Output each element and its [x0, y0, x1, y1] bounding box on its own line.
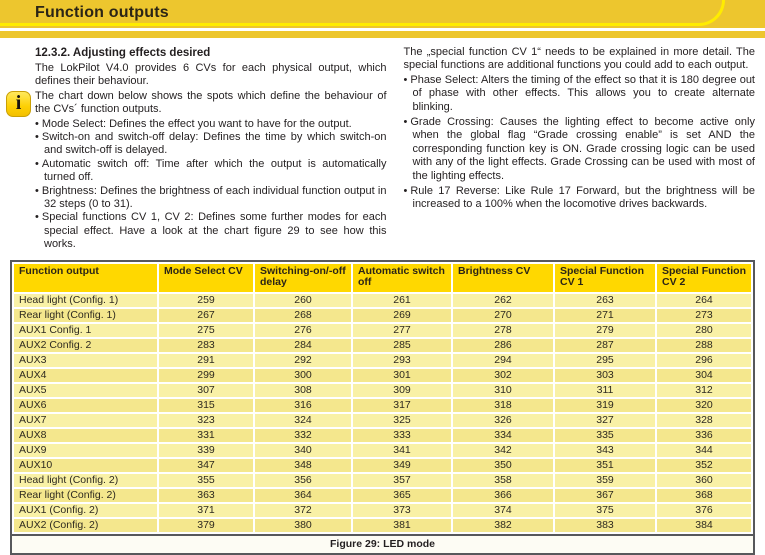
table-cell-cv-value: 350	[453, 459, 553, 472]
table-cell-cv-value: 291	[159, 354, 253, 367]
table-cell-cv-value: 384	[657, 519, 751, 532]
table-cell-cv-value: 382	[453, 519, 553, 532]
left-column	[15, 46, 387, 252]
table-cell-cv-value: 263	[555, 294, 655, 307]
table-cell-cv-value: 325	[353, 414, 451, 427]
table-cell-cv-value: 316	[255, 399, 351, 412]
table-cell-cv-value: 364	[255, 489, 351, 502]
table-cell-cv-value: 268	[255, 309, 351, 322]
table-cell-output-label: AUX7	[14, 414, 157, 427]
table-cell-cv-value: 273	[657, 309, 751, 322]
table-cell-cv-value: 348	[255, 459, 351, 472]
table-cell-cv-value: 284	[255, 339, 351, 352]
table-cell-cv-value: 269	[353, 309, 451, 322]
table-row	[14, 519, 751, 532]
table-cell-cv-value: 358	[453, 474, 553, 487]
table-cell-output-label: AUX6	[14, 399, 157, 412]
table-cell-cv-value: 288	[657, 339, 751, 352]
table-cell-cv-value: 310	[453, 384, 553, 397]
table-cell-cv-value: 331	[159, 429, 253, 442]
table-header-cell: Special Function CV 1	[555, 264, 655, 292]
table-cell-cv-value: 292	[255, 354, 351, 367]
table-cell-cv-value: 323	[159, 414, 253, 427]
table-cell-cv-value: 334	[453, 429, 553, 442]
bullet-item: • Rule 17 Reverse: Like Rule 17 Forward, but the brightness will be increased to a 100% when the locomotive drives backwards.	[404, 185, 756, 212]
cv-table-body	[14, 294, 751, 532]
table-cell-cv-value: 374	[453, 504, 553, 517]
table-cell-cv-value: 335	[555, 429, 655, 442]
table-cell-cv-value: 371	[159, 504, 253, 517]
table-row	[14, 384, 751, 397]
table-cell-cv-value: 293	[353, 354, 451, 367]
table-cell-cv-value: 278	[453, 324, 553, 337]
table-cell-output-label: AUX2 Config. 2	[14, 339, 157, 352]
table-row	[14, 414, 751, 427]
table-cell-cv-value: 287	[555, 339, 655, 352]
table-row	[14, 459, 751, 472]
bullet-item: • Switch-on and switch-off delay: Defines the time by which switch-on and switch-off is delayed.	[35, 131, 387, 158]
table-row	[14, 309, 751, 322]
table-cell-output-label: AUX5	[14, 384, 157, 397]
table-cell-cv-value: 339	[159, 444, 253, 457]
table-cell-cv-value: 343	[555, 444, 655, 457]
table-cell-cv-value: 341	[353, 444, 451, 457]
table-cell-cv-value: 318	[453, 399, 553, 412]
table-cell-cv-value: 333	[353, 429, 451, 442]
table-cell-output-label: Rear light (Config. 2)	[14, 489, 157, 502]
table-cell-cv-value: 352	[657, 459, 751, 472]
table-cell-output-label: AUX1 (Config. 2)	[14, 504, 157, 517]
table-header-cell: Automatic switch off	[353, 264, 451, 292]
table-cell-cv-value: 262	[453, 294, 553, 307]
table-cell-cv-value: 308	[255, 384, 351, 397]
table-cell-output-label: AUX9	[14, 444, 157, 457]
table-row	[14, 489, 751, 502]
table-cell-cv-value: 294	[453, 354, 553, 367]
bullet-item: • Special functions CV 1, CV 2: Defines some further modes for each special effect. Have a look at the chart figure 29 to see how this works.	[35, 211, 387, 251]
table-cell-cv-value: 365	[353, 489, 451, 502]
table-cell-cv-value: 351	[555, 459, 655, 472]
table-cell-cv-value: 356	[255, 474, 351, 487]
table-cell-cv-value: 299	[159, 369, 253, 382]
table-header-cell: Function output	[14, 264, 157, 292]
table-cell-output-label: AUX2 (Config. 2)	[14, 519, 157, 532]
table-cell-cv-value: 276	[255, 324, 351, 337]
table-cell-cv-value: 372	[255, 504, 351, 517]
table-cell-cv-value: 295	[555, 354, 655, 367]
table-cell-cv-value: 285	[353, 339, 451, 352]
table-cell-output-label: AUX8	[14, 429, 157, 442]
table-cell-cv-value: 307	[159, 384, 253, 397]
table-header-cell: Special Function CV 2	[657, 264, 751, 292]
bullet-list-left	[35, 118, 387, 252]
table-cell-cv-value: 275	[159, 324, 253, 337]
table-cell-cv-value: 286	[453, 339, 553, 352]
table-cell-cv-value: 317	[353, 399, 451, 412]
table-cell-cv-value: 280	[657, 324, 751, 337]
paragraph-intro: The LokPilot V4.0 provides 6 CVs for each physical output, which defines their behaviour.	[35, 62, 387, 88]
table-row	[14, 444, 751, 457]
table-cell-output-label: AUX10	[14, 459, 157, 472]
table-cell-cv-value: 261	[353, 294, 451, 307]
table-cell-cv-value: 336	[657, 429, 751, 442]
table-cell-cv-value: 312	[657, 384, 751, 397]
table-cell-cv-value: 302	[453, 369, 553, 382]
table-cell-cv-value: 383	[555, 519, 655, 532]
table-cell-cv-value: 326	[453, 414, 553, 427]
paragraph-info: The chart down below shows the spots which define the behaviour of the CVs´ function outputs.	[35, 89, 387, 116]
table-cell-cv-value: 279	[555, 324, 655, 337]
table-cell-cv-value: 368	[657, 489, 751, 502]
table-cell-cv-value: 301	[353, 369, 451, 382]
table-cell-cv-value: 267	[159, 309, 253, 322]
bullet-item: • Automatic switch off: Time after which the output is automatically turned off.	[35, 158, 387, 185]
table-row	[14, 324, 751, 337]
page-header	[0, 0, 765, 40]
table-cell-cv-value: 340	[255, 444, 351, 457]
table-cell-cv-value: 309	[353, 384, 451, 397]
table-cell-cv-value: 311	[555, 384, 655, 397]
table-cell-cv-value: 324	[255, 414, 351, 427]
table-cell-cv-value: 260	[255, 294, 351, 307]
page-title: Function outputs	[35, 4, 169, 21]
table-cell-cv-value: 320	[657, 399, 751, 412]
table-header-cell: Mode Select CV	[159, 264, 253, 292]
table-cell-cv-value: 380	[255, 519, 351, 532]
table-row	[14, 474, 751, 487]
table-cell-cv-value: 355	[159, 474, 253, 487]
table-cell-cv-value: 328	[657, 414, 751, 427]
table-cell-cv-value: 303	[555, 369, 655, 382]
table-row	[14, 399, 751, 412]
table-cell-cv-value: 270	[453, 309, 553, 322]
table-cell-cv-value: 283	[159, 339, 253, 352]
info-icon	[6, 91, 31, 117]
table-cell-output-label: AUX1 Config. 1	[14, 324, 157, 337]
bullet-item: • Mode Select: Defines the effect you want to have for the output.	[35, 118, 387, 131]
table-header-cell: Switching-on/-off delay	[255, 264, 351, 292]
table-cell-cv-value: 357	[353, 474, 451, 487]
section-heading: 12.3.2. Adjusting effects desired	[35, 47, 211, 59]
table-cell-output-label: Rear light (Config. 1)	[14, 309, 157, 322]
table-cell-output-label: Head light (Config. 1)	[14, 294, 157, 307]
table-cell-cv-value: 327	[555, 414, 655, 427]
table-cell-cv-value: 363	[159, 489, 253, 502]
table-cell-cv-value: 319	[555, 399, 655, 412]
table-row	[14, 504, 751, 517]
table-cell-cv-value: 264	[657, 294, 751, 307]
table-row	[14, 294, 751, 307]
bullet-item: • Brightness: Defines the brightness of each individual function output in 32 steps (0 to 31).	[35, 185, 387, 212]
bullet-item: • Phase Select: Alters the timing of the effect so that it is 180 degree out of phase with other effects. This allows you to create alternate blinking.	[404, 74, 756, 114]
table-header-cell: Brightness CV	[453, 264, 553, 292]
table-cell-cv-value: 347	[159, 459, 253, 472]
table-cell-cv-value: 359	[555, 474, 655, 487]
cv-table-head	[14, 264, 751, 292]
table-cell-cv-value: 373	[353, 504, 451, 517]
info-note	[15, 89, 387, 117]
table-cell-cv-value: 277	[353, 324, 451, 337]
info-icon-glyph: i	[15, 91, 22, 114]
table-cell-cv-value: 379	[159, 519, 253, 532]
table-cell-cv-value: 304	[657, 369, 751, 382]
table-cell-cv-value: 360	[657, 474, 751, 487]
table-row	[14, 339, 751, 352]
table-row	[14, 354, 751, 367]
table-cell-cv-value: 332	[255, 429, 351, 442]
banner-white-divider	[0, 28, 765, 31]
table-cell-cv-value: 300	[255, 369, 351, 382]
body-columns	[0, 40, 765, 252]
table-cell-cv-value: 342	[453, 444, 553, 457]
table-cell-cv-value: 375	[555, 504, 655, 517]
table-cell-cv-value: 344	[657, 444, 751, 457]
cv-table-grid	[12, 262, 753, 534]
figure-caption: Figure 29: LED mode	[12, 534, 753, 553]
right-column	[404, 46, 756, 252]
table-cell-output-label: Head light (Config. 2)	[14, 474, 157, 487]
table-cell-cv-value: 366	[453, 489, 553, 502]
table-cell-cv-value: 271	[555, 309, 655, 322]
table-header-row	[14, 264, 751, 292]
table-cell-output-label: AUX3	[14, 354, 157, 367]
table-cell-cv-value: 376	[657, 504, 751, 517]
bullet-item: • Grade Crossing: Causes the lighting effect to become active only when the global flag “Grade crossing enable” is set AND the corresponding function key is ON. Grade crossing logic can be used with any of the light effects. Grade Crossing can be used with most of the lighting effects.	[404, 116, 756, 183]
table-row	[14, 429, 751, 442]
table-cell-cv-value: 259	[159, 294, 253, 307]
table-cell-output-label: AUX4	[14, 369, 157, 382]
table-cell-cv-value: 381	[353, 519, 451, 532]
table-cell-cv-value: 367	[555, 489, 655, 502]
table-cell-cv-value: 349	[353, 459, 451, 472]
table-row	[14, 369, 751, 382]
bullet-list-right	[404, 74, 756, 212]
paragraph-special-cv: The „special function CV 1“ needs to be explained in more detail. The special functions are additional functions you could add to each output.	[403, 46, 755, 72]
table-cell-cv-value: 315	[159, 399, 253, 412]
table-cell-cv-value: 296	[657, 354, 751, 367]
cv-table	[10, 260, 755, 555]
